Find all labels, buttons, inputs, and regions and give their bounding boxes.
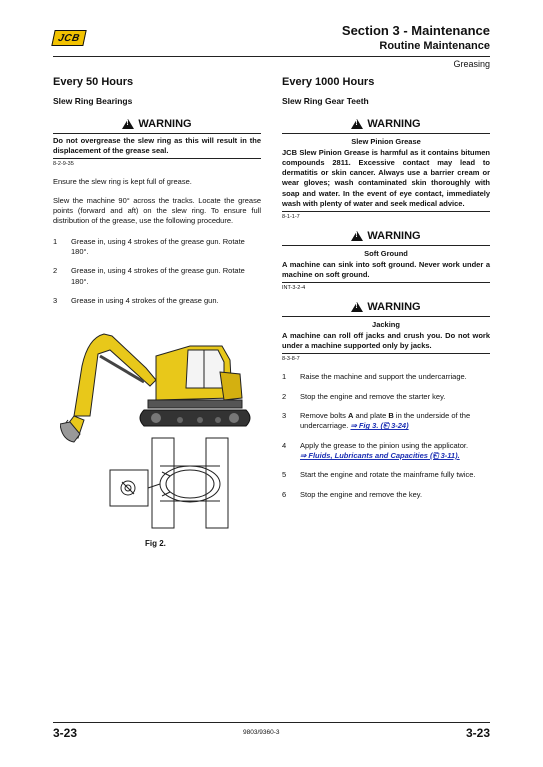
page-number-left: 3-23: [53, 726, 78, 740]
warning-header: ! WARNING: [282, 118, 490, 134]
warning-slew-pinion-grease: [282, 118, 490, 220]
fig2-excavator-illustration: [60, 316, 260, 531]
warning-body: Do not overgrease the slew ring as this will result in the displacement of the grease seal.: [53, 134, 261, 159]
section-subtitle: Routine Maintenance: [379, 40, 490, 52]
right-step-4: 4 Apply the grease to the pinion using the applicator. ⇒ Fluids, Lubricants and Capacities (⎗ 3-11).: [282, 440, 469, 460]
page-number-right: 3-23: [465, 726, 490, 740]
warning-code: 8-3-8-7: [282, 356, 300, 363]
warning-triangle-icon: [122, 119, 134, 129]
figure-caption: Fig 2.: [145, 539, 166, 548]
paragraph-keep-full: Ensure the slew ring is kept full of grease.: [53, 177, 192, 187]
warning-header: ! WARNING: [53, 118, 261, 134]
warning-code: INT-3-2-4: [282, 285, 306, 291]
warning-title: Jacking: [372, 320, 400, 329]
warning-code: 8-2-9-35: [53, 161, 74, 168]
left-subheading: Slew Ring Bearings: [53, 96, 133, 106]
warning-code: 8-1-1-7: [282, 213, 300, 220]
right-step-2: 2 Stop the engine and remove the starter key.: [282, 391, 446, 401]
right-subheading: Slew Ring Gear Teeth: [282, 96, 369, 106]
footer-rule: [53, 722, 490, 723]
warning-body: A machine can roll off jacks and crush you. Do not work under a machine supported only by jacks.: [282, 329, 490, 354]
header-rule: [53, 56, 490, 57]
warning-body: A machine can sink into soft ground. Never work under a machine on soft ground.: [282, 258, 490, 283]
right-step-3: 3 Remove bolts A and plate B in the underside of the undercarriage. ⇒ Fig 3. (⎗ 3-24): [282, 410, 471, 431]
right-step-6: 6 Stop the engine and remove the key.: [282, 489, 423, 499]
warning-header: ! WARNING: [282, 301, 490, 317]
warning-header: ! WARNING: [282, 230, 490, 246]
jcb-logo: JCB: [51, 30, 86, 46]
right-step-1: 1 Raise the machine and support the undercarriage.: [282, 372, 467, 382]
warning-soft-ground: [282, 230, 490, 291]
warning-title: Slew Pinion Grease: [351, 137, 421, 146]
right-heading: Every 1000 Hours: [282, 76, 375, 88]
fig3-link[interactable]: ⇒ Fig 3. (⎗ 3-24): [350, 421, 409, 431]
section-title: Section 3 - Maintenance: [341, 23, 490, 38]
left-step-3: 3 Grease in using 4 strokes of the grease gun.: [53, 296, 219, 305]
fluids-capacities-link[interactable]: ⇒ Fluids, Lubricants and Capacities (⎗ 3-11).: [300, 450, 460, 460]
warning-body: JCB Slew Pinion Grease is harmful as it contains bitumen compounds 2811. Excessive contact may lead to dermatitis or skin cancer. Always use a barrier cream or wear gloves; wash contaminated skin thoroughly with soap and water. In the event of eye contact, immediately wash with plenty of water and seek medical advice.: [282, 146, 490, 212]
warning-triangle-icon: [351, 231, 363, 241]
document-number: 9803/9360-3: [243, 729, 280, 736]
right-column: [282, 76, 490, 509]
left-step-1: 1 Grease in, using 4 strokes of the grease gun. Rotate 180°.: [53, 236, 245, 256]
left-step-2: 2 Grease in, using 4 strokes of the grease gun. Rotate 180°.: [53, 266, 245, 286]
warning-title: Soft Ground: [364, 248, 408, 258]
warning-triangle-icon: [351, 119, 363, 129]
warning-triangle-icon: [351, 302, 363, 312]
topic-label: Greasing: [453, 59, 490, 69]
left-heading: Every 50 Hours: [53, 76, 134, 88]
warning-overgrease: [53, 118, 261, 167]
right-step-5: 5 Start the engine and rotate the mainframe fully twice.: [282, 470, 476, 480]
left-column: [53, 76, 261, 315]
warning-jacking: [282, 301, 490, 362]
paragraph-slew-procedure: Slew the machine 90° across the tracks. Locate the grease points (forward and aft) on the slew ring. To ensure full distribution of the grease, use the following procedure.: [53, 195, 261, 226]
